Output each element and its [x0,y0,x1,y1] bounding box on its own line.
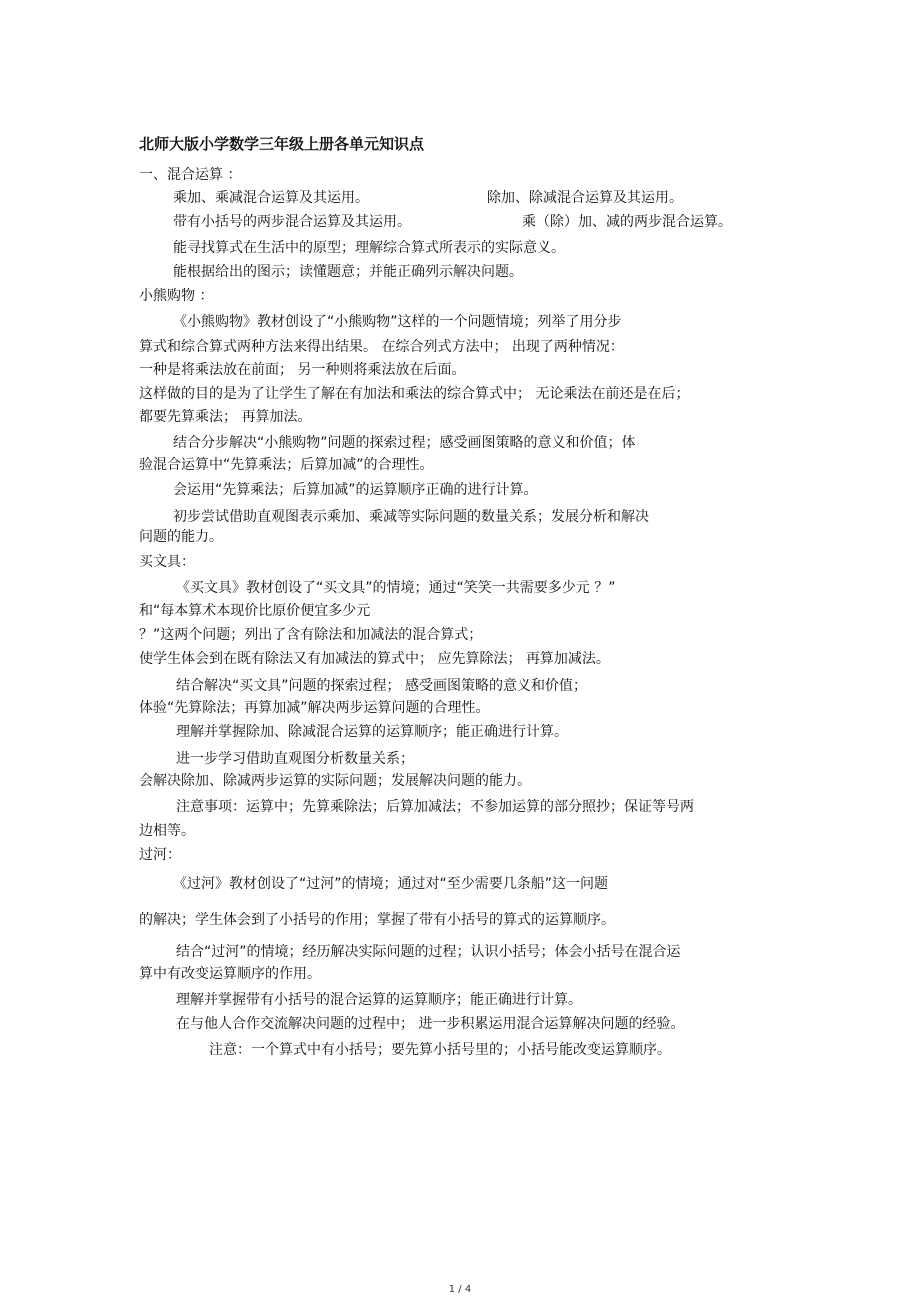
text-line: 边相等。 [139,823,195,839]
page-number: 1 / 4 [448,1284,472,1295]
text-line: 乘加、乘减混合运算及其运用。 [173,190,369,206]
document-title: 北师大版小学数学三年级上册各单元知识点 [139,135,425,153]
text-line: 乘（除）加、减的两步混合运算。 [522,214,732,230]
section-heading-bear-shopping: 小熊购物 ： [139,288,214,304]
text-line: 除加、除减混合运算及其运用。 [487,190,683,206]
text-line: 能寻找算式在生活中的原型；理解综合算式所表示的实际意义。 [173,240,565,256]
text-line: 这样做的目的是为了让学生了解在有加法和乘法的综合算式中； 无论乘法在前还是在后； [139,386,690,402]
text-line: 问题的能力。 [139,529,223,545]
text-line: 理解并掌握带有小括号的混合运算的运算顺序；能正确进行计算。 [176,992,582,1008]
text-line: 验混合运算中“先算乘法；后算加减”的合理性。 [139,457,434,473]
text-line: 能根据给出的图示；读懂题意；并能正确列示解决问题。 [173,264,523,280]
text-line: 初步尝试借助直观图表示乘加、乘减等实际问题的数量关系；发展分析和解决 [173,509,649,525]
text-line: 《小熊购物》教材创设了“小熊购物”这样的一个问题情境；列举了用分步 [173,314,622,330]
text-line: 体验“先算除法；再算加减”解决两步运算问题的合理性。 [139,700,490,716]
text-line: 一种是将乘法放在前面； 另一种则将乘法放在后面。 [139,362,466,378]
text-line: 和“每本算术本现价比原价便宜多少元 [139,603,371,619]
text-line: 《过河》教材创设了“过河”的情境；通过对“至少需要几条船”这一问题 [173,876,609,892]
text-line: 使学生体会到在既有除法又有加减法的算式中； 应先算除法； 再算加减法。 [139,651,610,667]
text-line: ？”这两个问题；列出了含有除法和加减法的混合算式； [139,627,483,643]
text-line: 注意事项：运算中；先算乘除法；后算加减法；不参加运算的部分照抄；保证等号两 [176,799,694,815]
text-line: 结合“过河”的情境；经历解决实际问题的过程；认识小括号；体会小括号在混合运 [176,944,681,960]
text-line: 《买文具》教材创设了“买文具”的情境；通过“笑笑一共需要多少元 ？” [176,580,616,596]
text-line: 结合分步解决“小熊购物”问题的探索过程；感受画图策略的意义和价值；体 [173,435,636,451]
section-heading-buying-stationery: 买文具： [139,554,195,570]
text-line: 带有小括号的两步混合运算及其运用。 [173,214,411,230]
section-heading-mixed-operations: 一、混合运算 ： [139,167,242,183]
text-line: 会运用“先算乘法；后算加减”的运算顺序正确的进行计算。 [173,482,538,498]
text-line: 进一步学习借助直观图分析数量关系； [176,751,414,767]
text-line: 理解并掌握除加、除减混合运算的运算顺序；能正确进行计算。 [176,724,568,740]
note-line: 注意：一个算式中有小括号；要先算小括号里的；小括号能改变运算顺序。 [209,1042,671,1058]
text-line: 都要先算乘法； 再算加法。 [139,409,312,425]
text-line: 会解决除加、除减两步运算的实际问题；发展解决问题的能力。 [139,773,531,789]
text-line: 在与他人合作交流解决问题的过程中； 进一步积累运用混合运算解决问题的经验。 [176,1016,685,1032]
text-line: 结合解决“买文具”问题的探索过程； 感受画图策略的意义和价值； [176,678,587,694]
text-line: 的解决；学生体会到了小括号的作用；掌握了带有小括号的算式的运算顺序。 [139,912,615,928]
section-heading-crossing-river: 过河： [139,847,181,863]
text-line: 算中有改变运算顺序的作用。 [139,966,321,982]
text-line: 算式和综合算式两种方法来得出结果。 在综合列式方法中； 出现了两种情况： [139,339,624,355]
